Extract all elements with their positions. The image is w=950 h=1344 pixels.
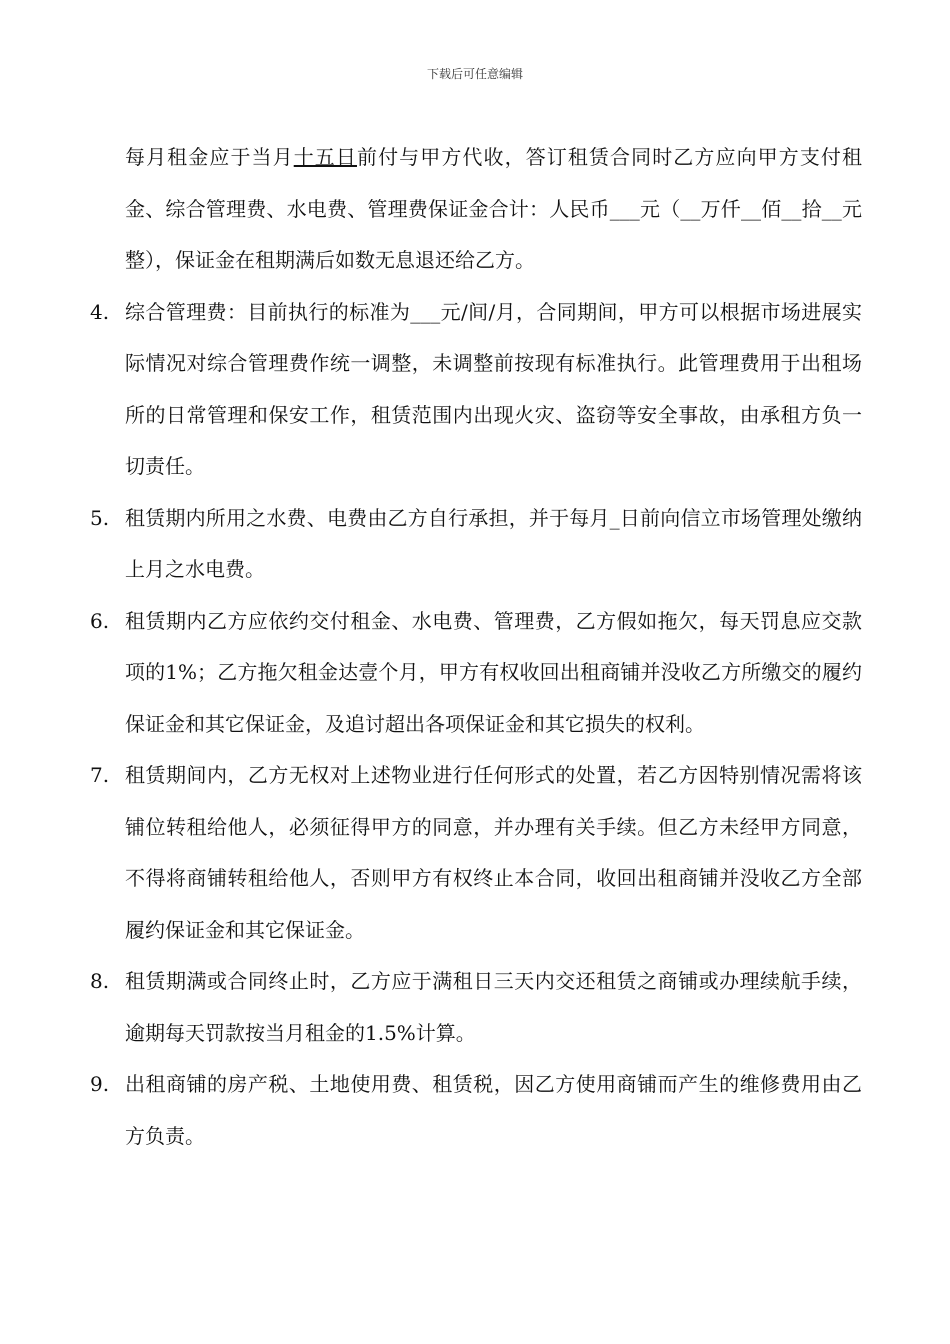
document-body: [90, 132, 862, 1162]
clause-text: 租赁期间内，乙方无权对上述物业进行任何形式的处置，若乙方因特别情况需将该铺位转租给他人，必须征得甲方的同意，并办理有关手续。但乙方未经甲方同意，不得将商铺转租给他人，否则甲方有权终止本合同，收回出租商铺并没收乙方全部履约保证金和其它保证金。: [125, 763, 862, 942]
intro-text-start: 每月租金应于当月: [125, 145, 294, 169]
clause-text: 租赁期满或合同终止时，乙方应于满租日三天内交还租赁之商铺或办理续航手续，逾期每天罚款按当月租金的1.5%计算。: [125, 969, 862, 1045]
clause-number: 6.: [90, 608, 110, 633]
clause-7: [90, 750, 862, 956]
clause-number: 8.: [90, 969, 110, 993]
clause-text: 租赁期内乙方应依约交付租金、水电费、管理费，乙方假如拖欠，每天罚息应交款项的1%；乙方拖欠租金达壹个月，甲方有权收回出租商铺并没收乙方所缴交的履约保证金和其它保证金，及追讨超出各项保证金和其它损失的权利。: [125, 608, 862, 736]
intro-text-rest: 前付与甲方代收，答订租赁合同时乙方应向甲方支付租金、综合管理费、水电费、管理费保证金合计：人民币___元（__万仟__佰__拾__元整），保证金在租期满后如数无息退还给乙方。: [125, 145, 863, 272]
clause-8: [90, 956, 862, 1059]
clause-number: 9.: [90, 1072, 110, 1096]
clause-9: [90, 1059, 862, 1162]
clause-number: 4.: [90, 299, 110, 324]
clause-6: [90, 596, 862, 751]
clause-4: [90, 287, 862, 493]
clause-number: 7.: [90, 763, 110, 787]
due-date-underlined: 十五日: [293, 145, 357, 169]
clause-text: 综合管理费：目前执行的标准为___元/间/月，合同期间，甲方可以根据市场进展实际情况对综合管理费作统一调整，未调整前按现有标准执行。此管理费用于出租场所的日常管理和保安工作，租赁范围内出现火灾、盗窃等安全事故，由承租方负一切责任。: [125, 299, 862, 478]
clause-text: 租赁期内所用之水费、电费由乙方自行承担，并于每月_日前向信立市场管理处缴纳上月之水电费。: [125, 505, 862, 581]
clause-5: [90, 493, 862, 596]
clause-number: 5.: [90, 505, 110, 530]
intro-paragraph: [90, 132, 862, 287]
page-header: 下载后可任意编辑: [426, 67, 523, 81]
clause-text: 出租商铺的房产税、土地使用费、租赁税，因乙方使用商铺而产生的维修费用由乙方负责。: [125, 1072, 862, 1148]
